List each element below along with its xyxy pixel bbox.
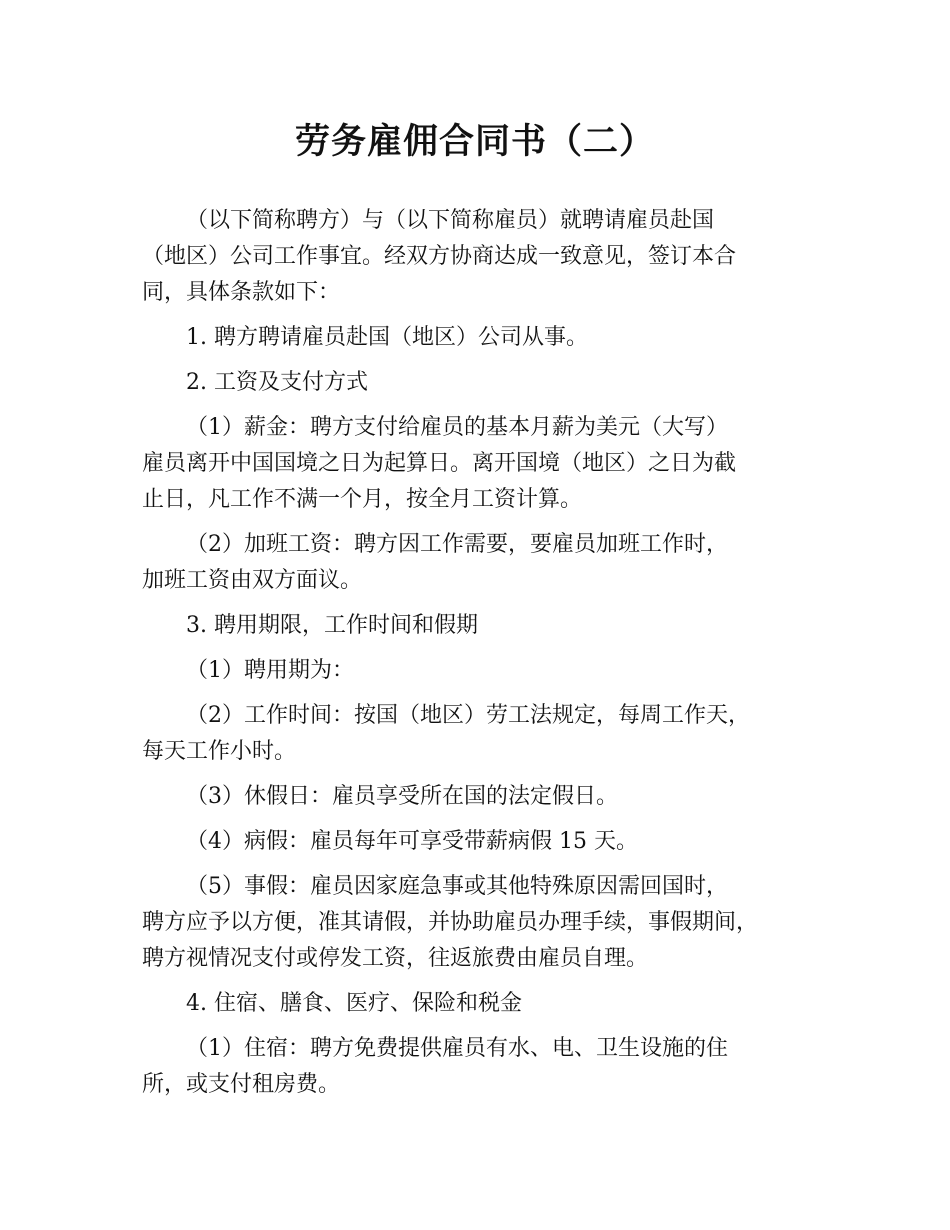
text-line: （4）病假：雇员每年可享受带薪病假 15 天。 [186, 829, 638, 854]
text-line: 2. 工资及支付方式 [186, 370, 368, 395]
clause-4-1-accommodation [142, 1031, 832, 1103]
clause-2-heading [142, 365, 832, 401]
clause-3-5-personal-leave [142, 869, 832, 977]
clause-3-1-term [142, 653, 832, 689]
clause-2-1-salary [142, 410, 832, 518]
text-line: 聘方视情况支付或停发工资，往返旅费由雇员自理。 [142, 946, 649, 971]
text-line: （5）事假：雇员因家庭急事或其他特殊原因需回国时， [186, 874, 728, 899]
text-line: 同，具体条款如下： [142, 280, 341, 305]
text-line: 加班工资由双方面议。 [142, 568, 363, 593]
text-line: 雇员离开中国国境之日为起算日。离开国境（地区）之日为截 [142, 451, 737, 476]
document-title: 劳务雇佣合同书（二） [294, 122, 655, 162]
text-line: （以下简称聘方）与（以下简称雇员）就聘请雇员赴国 [186, 208, 715, 233]
text-line: 聘方应予以方便，准其请假，并协助雇员办理手续，事假期间， [142, 910, 759, 935]
text-line: （1）聘用期为： [186, 658, 354, 683]
clause-3-heading [142, 608, 832, 644]
clause-2-2-overtime [142, 527, 832, 599]
clause-3-4-sick-leave [142, 824, 832, 860]
clause-4-heading [142, 986, 832, 1022]
clause-3-2-working-hours [142, 698, 832, 770]
document-body [142, 203, 832, 1112]
text-line: 止日，凡工作不满一个月，按全月工资计算。 [142, 487, 583, 512]
clause-3-3-holidays [142, 779, 832, 815]
text-line: （1）薪金：聘方支付给雇员的基本月薪为美元（大写） [186, 415, 728, 440]
text-line: 4. 住宿、膳食、医疗、保险和税金 [186, 991, 522, 1016]
text-line: （2）加班工资：聘方因工作需要，要雇员加班工作时， [186, 532, 728, 557]
text-line: 每天工作小时。 [142, 739, 297, 764]
text-line: 所，或支付租房费。 [142, 1072, 341, 1097]
text-line: （3）休假日：雇员享受所在国的法定假日。 [186, 784, 618, 809]
text-line: 1. 聘方聘请雇员赴国（地区）公司从事。 [186, 325, 588, 350]
clause-1-heading [142, 320, 832, 356]
paragraph-intro [142, 203, 832, 311]
text-line: （2）工作时间：按国（地区）劳工法规定，每周工作天， [186, 703, 750, 728]
text-line: （地区）公司工作事宜。经双方协商达成一致意见，签订本合 [142, 244, 737, 269]
text-line: 3. 聘用期限，工作时间和假期 [186, 613, 478, 638]
text-line: （1）住宿：聘方免费提供雇员有水、电、卫生设施的住 [186, 1036, 728, 1061]
